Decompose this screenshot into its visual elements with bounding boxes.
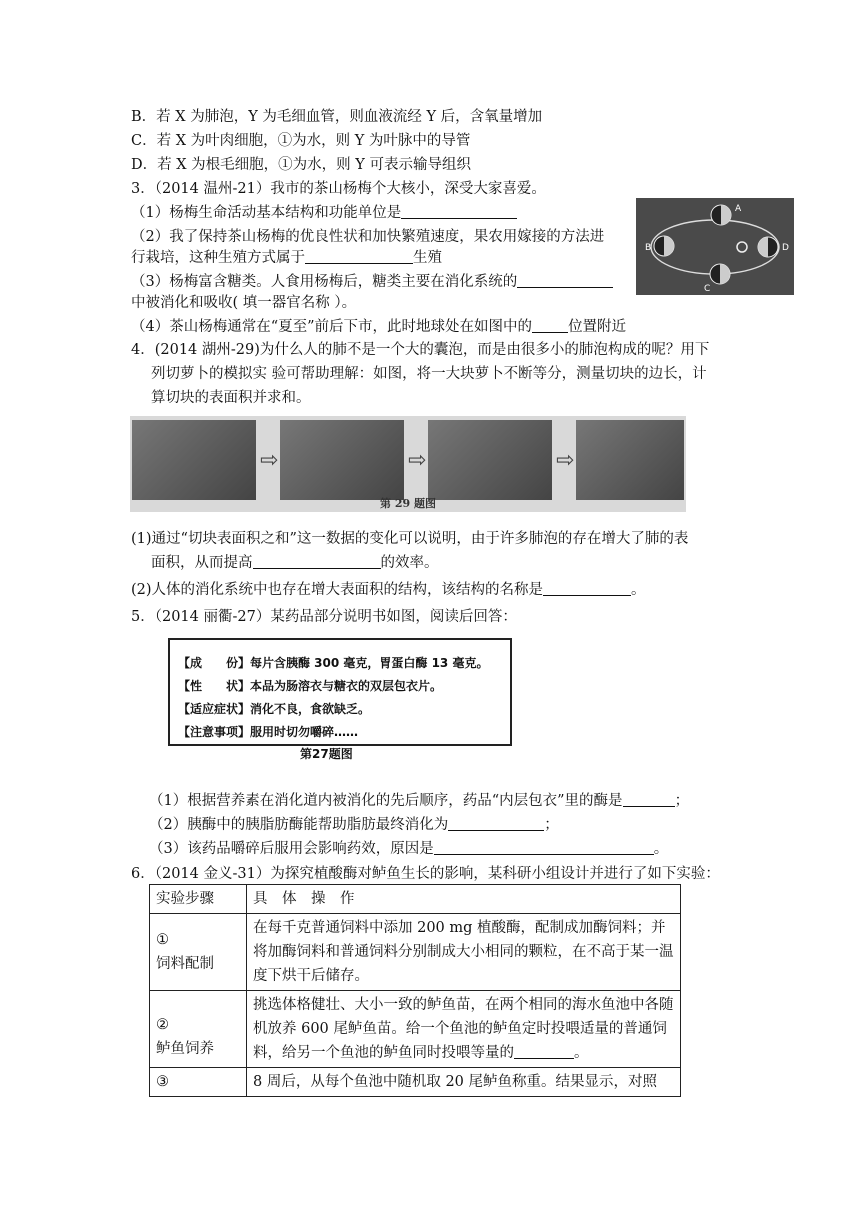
sun-icon [737,242,747,252]
q4-stem-line3: 算切块的表面积并求和。 [151,390,311,406]
figure-caption: 第 29 题图 [380,497,436,510]
answer-blank[interactable] [514,1044,574,1059]
header-step: 实验步骤 [150,885,247,914]
answer-blank[interactable] [448,816,544,831]
answer-blank[interactable] [434,840,654,855]
leaflet-line: 【注意事项】服用时切勿嚼碎…… [178,725,359,739]
step-name: 鲈鱼饲养 [156,1041,214,1057]
table-row [150,914,681,991]
step-number: ② [156,1017,169,1033]
option-b: B．若 X 为肺泡，Y 为毛细血管，则血液流经 Y 后，含氧量增加 [131,109,543,125]
label-a: A [735,204,742,214]
q4-part1-line2: 面积，从而提高 的效率。 [151,555,439,571]
table-row [150,1068,681,1097]
label-c: C [704,284,711,294]
answer-blank[interactable] [517,273,613,288]
radish-cube-photo [280,420,404,500]
option-c: C．若 X 为叶肉细胞，①为水，则 Y 为叶脉中的导管 [131,133,471,149]
q5-part2: （2）胰酶中的胰脂肪酶能帮助脂肪最终消化为 ； [149,817,559,833]
step-name: 饲料配制 [156,956,214,972]
earth-orbit-figure [636,198,794,295]
arrow-icon: ⇨ [556,448,575,473]
step-detail: 挑选体格健壮、大小一致的鲈鱼苗，在两个相同的海水鱼池中各随机放养 600 尾鲈鱼苗。给一个鱼池的鲈鱼定时投喂适量的普通饲料，给另一个鱼池的鲈鱼同时投喂等量的 。 [247,991,681,1068]
leaflet-line: 【适应症状】消化不良，食欲缺乏。 [178,702,371,716]
q3-part3-line2: 中被消化和吸收( 填一器官名称 ）。 [131,295,357,311]
q4-part1-line1: (1)通过“切块表面积之和”这一数据的变化可以说明，由于许多肺泡的存在增大了肺的表 [131,531,689,547]
arrow-icon: ⇨ [408,448,427,473]
medicine-leaflet [168,638,512,746]
answer-blank[interactable] [253,554,381,569]
q5-part1: （1）根据营养素在消化道内被消化的先后顺序，药品“内层包衣”里的酶是 ； [149,793,690,809]
q4-part2: (2)人体的消化系统中也存在增大表面积的结构，该结构的名称是 。 [131,582,646,598]
table-header-row [150,885,681,914]
q5-stem: 5．（2014 丽衢-27）某药品部分说明书如图，阅读后回答： [131,609,517,625]
step-detail: 8 周后，从每个鱼池中随机取 20 尾鲈鱼称重。结果显示，对照 [247,1068,681,1097]
whole-radish-photo [132,420,256,500]
option-d: D．若 X 为根毛细胞，①为水，则 Y 可表示输导组织 [131,157,471,173]
q3-part3-line1: （3）杨梅富含糖类。人食用杨梅后，糖类主要在消化系统的 [131,270,613,291]
answer-blank[interactable] [305,249,413,264]
step-number: ① [156,932,169,948]
experiment-table [149,884,681,1097]
q3-part2-line2: 行栽培，这种生殖方式属于 生殖 [131,250,442,266]
leaflet-line: 【成 份】每片含胰酶 300 毫克，胃蛋白酶 13 毫克。 [178,656,489,670]
step-number: ③ [156,1074,169,1090]
q3-part4: （4）茶山杨梅通常在“夏至”前后下市，此时地球处在如图中的 位置附近 [131,319,627,335]
q4-stem-line2: 列切萝卜的模拟实 验可帮助理解：如图，将一大块萝卜不断等分，测量切块的边长，计 [151,366,707,382]
radish-small-cubes-photo [576,420,684,500]
header-operation: 具 体 操 作 [247,885,681,914]
orbit-diagram [636,198,794,295]
q3-part1: （1）杨梅生命活动基本结构和功能单位是 [131,201,517,222]
label-b: B [645,243,652,253]
q6-stem: 6．（2014 金义-31）为探究植酸酶对鲈鱼生长的影响，某科研小组设计并进行了如下实验： [131,866,720,882]
answer-blank[interactable] [401,204,517,219]
figure-caption: 第27题图 [300,747,353,761]
leaflet-line: 【性 状】本品为肠溶衣与糖衣的双层包衣片。 [178,679,443,693]
answer-blank[interactable] [543,581,631,596]
q4-stem-line1: 4．(2014 湖州-29)为什么人的肺不是一个大的囊泡，而是由很多小的肺泡构成的呢？用下 [131,342,710,358]
answer-blank[interactable] [532,318,568,333]
table-row [150,991,681,1068]
arrow-icon: ⇨ [260,448,279,473]
answer-blank[interactable] [623,792,675,807]
q3-part2-line1: （2）我了保持茶山杨梅的优良性状和加快繁殖速度，果农用嫁接的方法进 [131,229,605,245]
q5-part3: （3）该药品嚼碎后服用会影响药效，原因是 。 [149,841,669,857]
radish-quarters-photo [428,420,552,500]
label-d: D [782,243,789,253]
q3-stem: 3．（2014 温州-21）我市的茶山杨梅个大核小，深受大家喜爱。 [131,181,546,197]
step-detail: 在每千克普通饲料中添加 200 mg 植酸酶，配制成加酶饲料；并将加酶饲料和普通饲料分别制成大小相同的颗粒，在不高于某一温度下烘干后储存。 [247,914,681,991]
radish-experiment-figure [130,416,686,512]
